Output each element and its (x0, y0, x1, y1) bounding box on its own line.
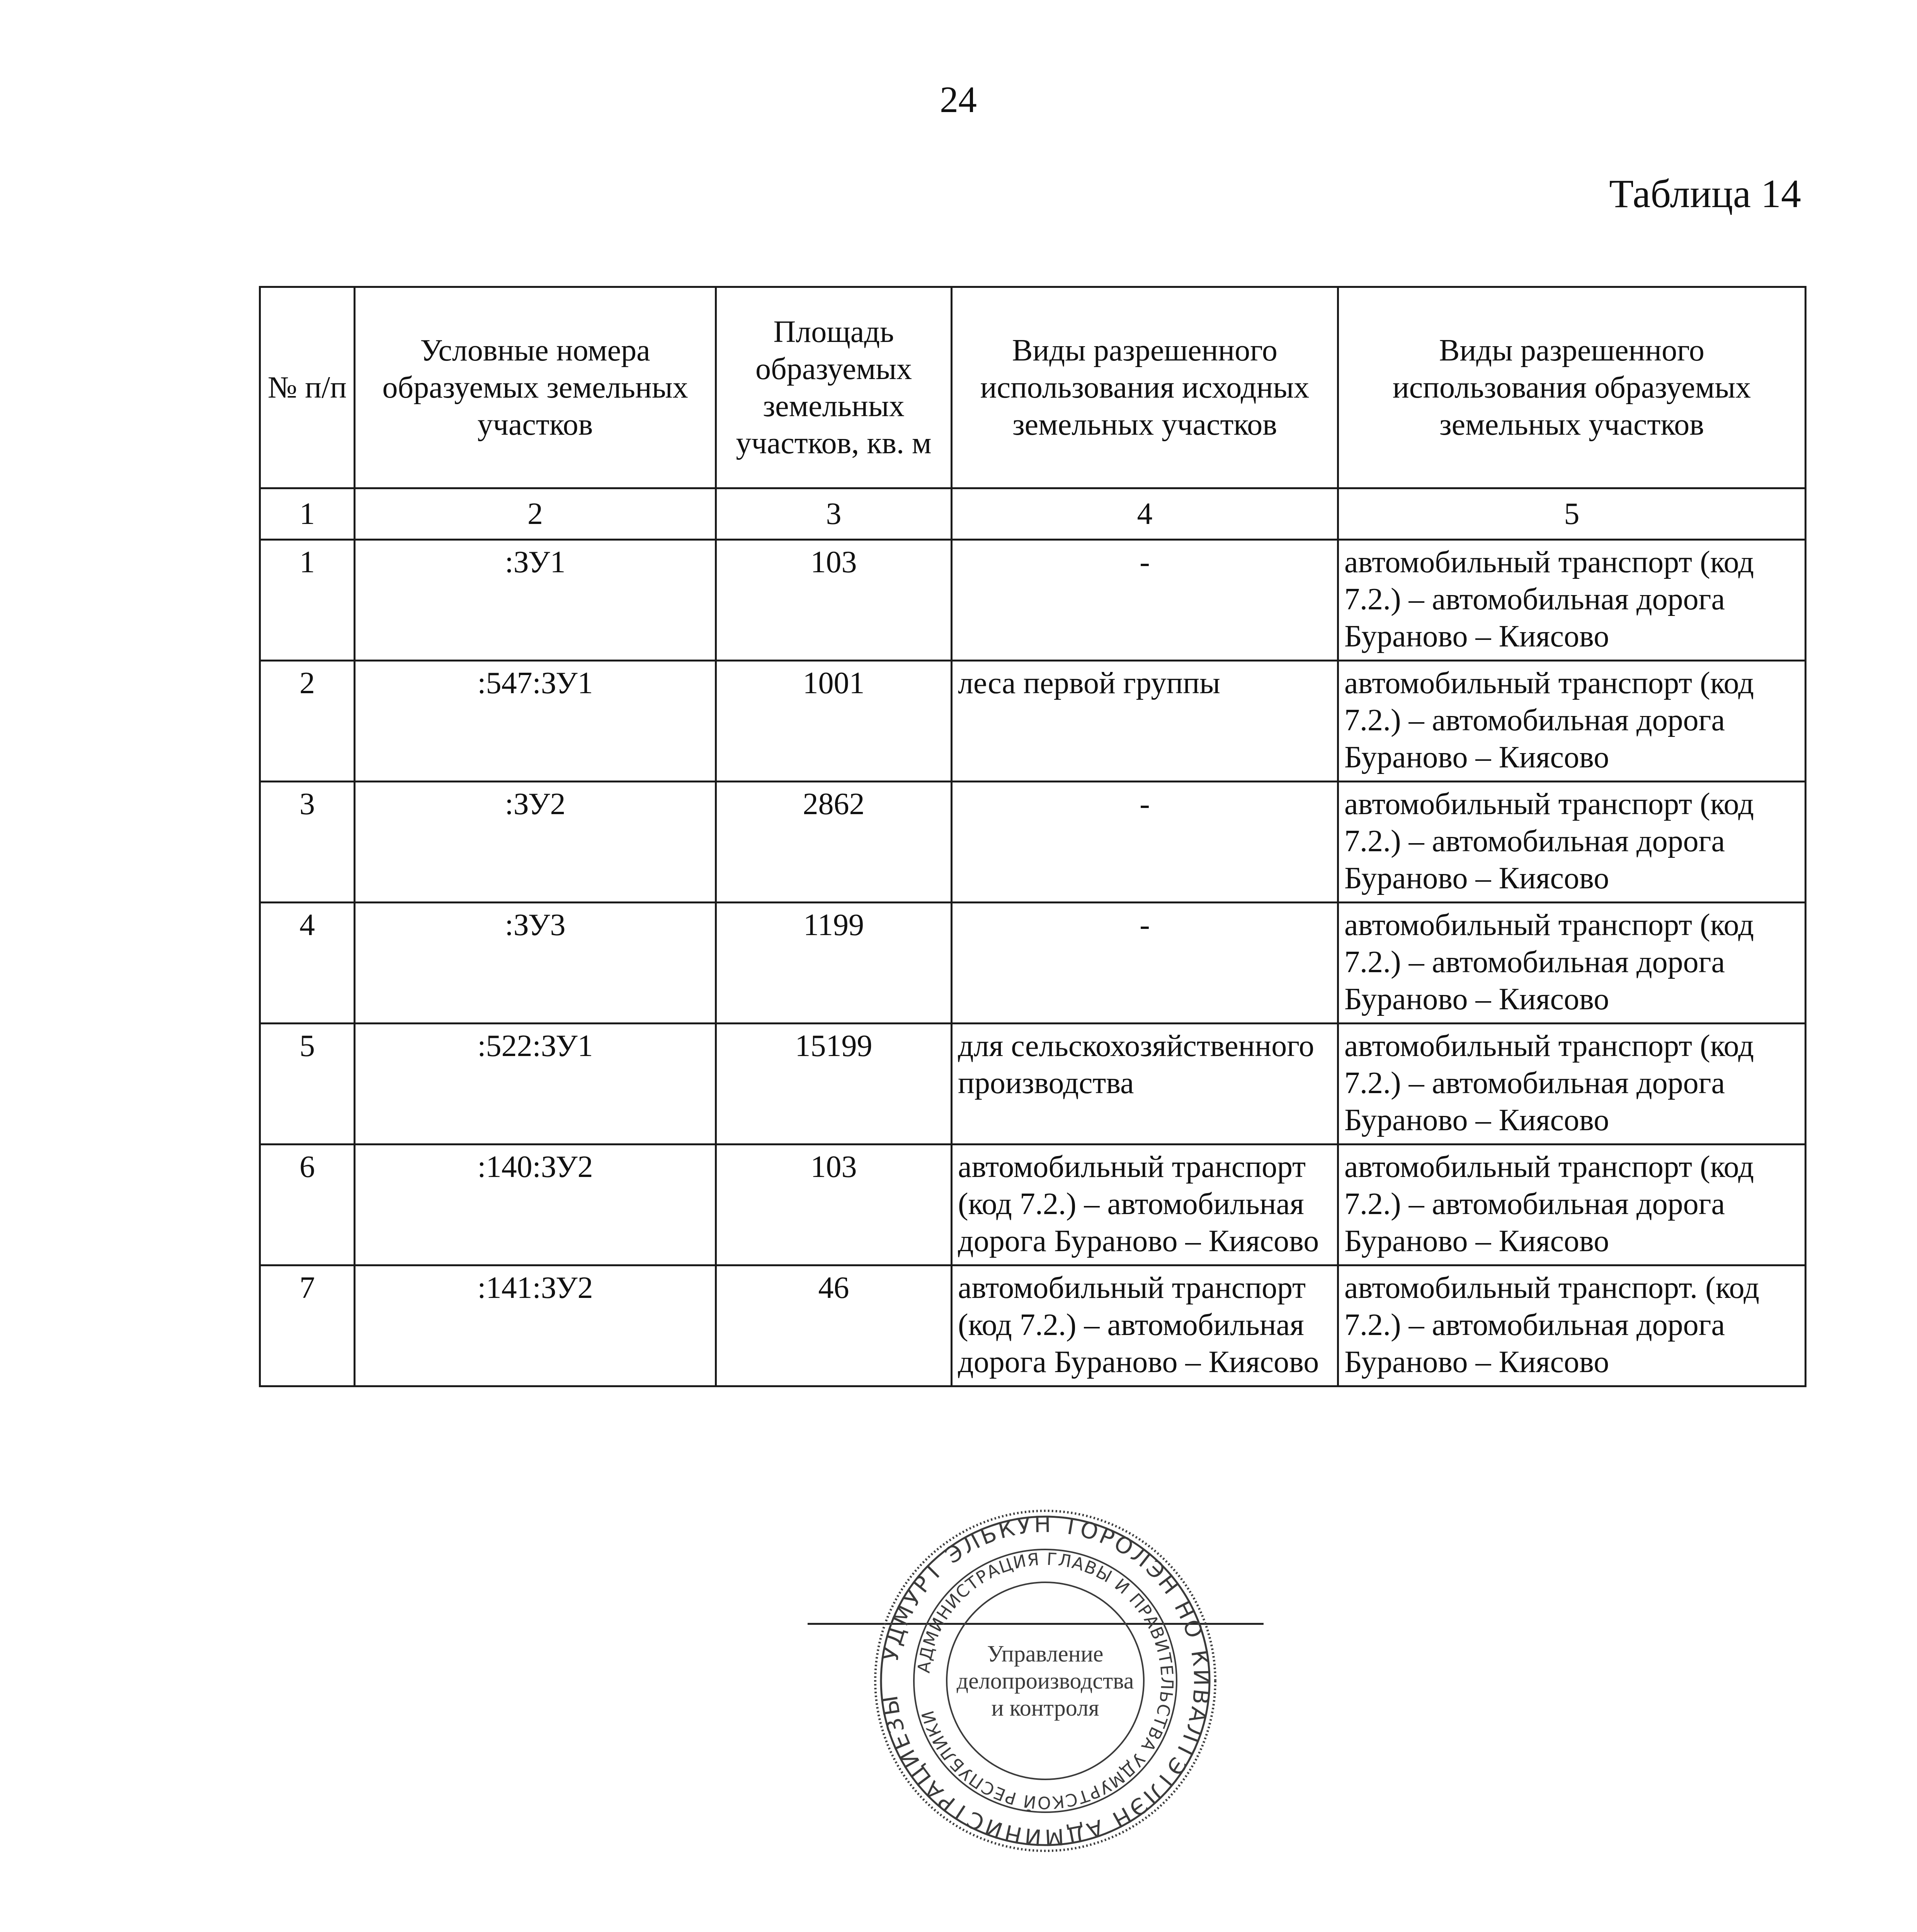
column-number: 4 (952, 488, 1338, 540)
new-use: автомобильный транспорт (код 7.2.) – автомобильная дорога Бураново – Киясово (1338, 1024, 1806, 1145)
plot-area: 2862 (716, 782, 952, 903)
table-row (260, 1265, 1806, 1386)
seal-inner-ring-text: АДМИНИСТРАЦИЯ ГЛАВЫ И ПРАВИТЕЛЬСТВА УДМУРТСКОЙ РЕСПУБЛИКИ (914, 1549, 1177, 1813)
plot-area: 1001 (716, 661, 952, 782)
source-use: - (952, 903, 1338, 1024)
source-use: - (952, 540, 1338, 661)
plot-id: :141:ЗУ2 (355, 1265, 716, 1386)
plot-area: 103 (716, 540, 952, 661)
header-source-use: Виды разрешенного использования исходных земельных участков (952, 287, 1338, 488)
new-use: автомобильный транспорт (код 7.2.) – автомобильная дорога Бураново – Киясово (1338, 540, 1806, 661)
seal-center-line2: делопроизводства (956, 1668, 1134, 1694)
plot-id: :522:ЗУ1 (355, 1024, 716, 1145)
source-use: - (952, 782, 1338, 903)
plot-area: 46 (716, 1265, 952, 1386)
header-number: № п/п (260, 287, 355, 488)
page-number: 24 (940, 79, 977, 120)
header-new-use: Виды разрешенного использования образуемых земельных участков (1338, 287, 1806, 488)
table-row (260, 540, 1806, 661)
table-row (260, 661, 1806, 782)
table-row (260, 903, 1806, 1024)
table-row (260, 1024, 1806, 1145)
table-row (260, 782, 1806, 903)
source-use: автомобильный транспорт (код 7.2.) – автомобильная дорога Бураново – Киясово (952, 1145, 1338, 1265)
column-number-row (260, 488, 1806, 540)
new-use: автомобильный транспорт (код 7.2.) – автомобильная дорога Бураново – Киясово (1338, 903, 1806, 1024)
plot-area: 1199 (716, 903, 952, 1024)
seal-center-line1: Управление (987, 1641, 1104, 1667)
plot-id: :ЗУ3 (355, 903, 716, 1024)
plot-area: 103 (716, 1145, 952, 1265)
table-caption: Таблица 14 (1609, 172, 1801, 216)
header-area: Площадь образуемых земельных участков, кв. м (716, 287, 952, 488)
plot-id: :ЗУ2 (355, 782, 716, 903)
row-number: 1 (260, 540, 355, 661)
seal-outer-ring-text: УДМУРТ ЭЛЬКУН ТОРОЛЭН НО КИВАЛТЭТЛЭН АДМИНИСТРАЦИЕЗЫ (876, 1511, 1215, 1851)
plot-area: 15199 (716, 1024, 952, 1145)
plot-id: :140:ЗУ2 (355, 1145, 716, 1265)
row-number: 6 (260, 1145, 355, 1265)
plot-id: :547:ЗУ1 (355, 661, 716, 782)
column-number: 5 (1338, 488, 1806, 540)
row-number: 5 (260, 1024, 355, 1145)
row-number: 4 (260, 903, 355, 1024)
new-use: автомобильный транспорт (код 7.2.) – автомобильная дорога Бураново – Киясово (1338, 782, 1806, 903)
plot-id: :ЗУ1 (355, 540, 716, 661)
table-header-row (260, 287, 1806, 488)
row-number: 7 (260, 1265, 355, 1386)
source-use: для сельскохозяйственного производства (952, 1024, 1338, 1145)
new-use: автомобильный транспорт (код 7.2.) – автомобильная дорога Бураново – Киясово (1338, 1145, 1806, 1265)
new-use: автомобильный транспорт (код 7.2.) – автомобильная дорога Бураново – Киясово (1338, 661, 1806, 782)
official-seal (871, 1507, 1219, 1855)
source-use: автомобильный транспорт (код 7.2.) – автомобильная дорога Бураново – Киясово (952, 1265, 1338, 1386)
column-number: 3 (716, 488, 952, 540)
column-number: 1 (260, 488, 355, 540)
table-row (260, 1145, 1806, 1265)
source-use: леса первой группы (952, 661, 1338, 782)
seal-center-line3: и контроля (991, 1695, 1099, 1721)
land-plots-table (259, 286, 1806, 1387)
new-use: автомобильный транспорт. (код 7.2.) – автомобильная дорога Бураново – Киясово (1338, 1265, 1806, 1386)
column-number: 2 (355, 488, 716, 540)
header-plot-id: Условные номера образуемых земельных участков (355, 287, 716, 488)
row-number: 3 (260, 782, 355, 903)
row-number: 2 (260, 661, 355, 782)
